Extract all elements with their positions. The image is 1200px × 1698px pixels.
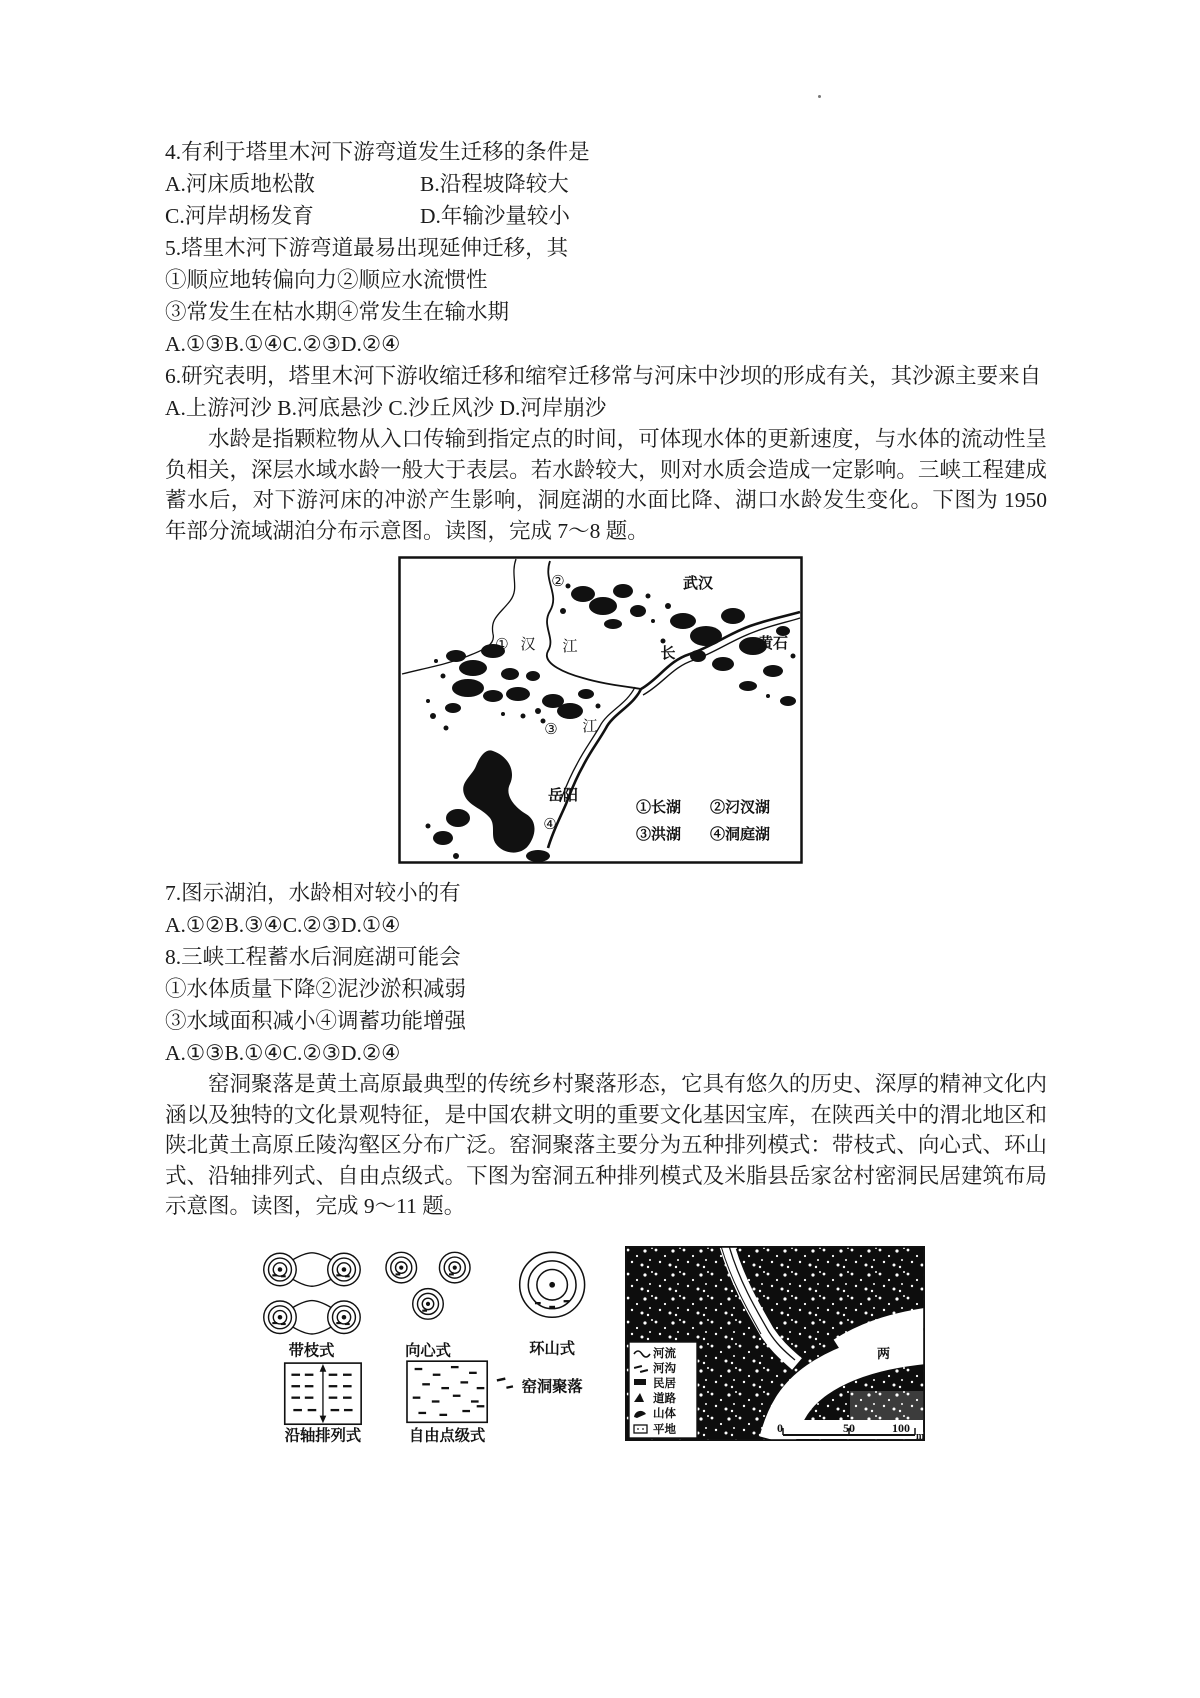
legend-flatland-label: 平地 [653,1423,676,1436]
question-8-statements-1: ①水体质量下降②泥沙淤积减弱 [165,977,467,1001]
scale-100: 100 [892,1420,910,1435]
scale-unit: m [916,1430,925,1441]
question-4-options-row-2 [165,200,1047,232]
map-label-huangshi: 黄石 [757,636,789,652]
question-5-options: A.①③B.①④C.②③D.②④ [165,332,401,356]
question-6-options: A.上游河沙 B.河底悬沙 C.沙丘风沙 D.河岸崩沙 [165,396,607,420]
map-band-label: 两 [877,1345,891,1361]
question-7-options: A.①②B.③④C.②③D.①④ [165,913,401,937]
map-label-circle3: ③ [544,722,558,738]
question-4-option-b: B.沿程坡降较大 [420,172,569,196]
legend-lake-4: ④洞庭湖 [710,827,771,843]
cave-settlement-figure [237,1238,1047,1450]
pattern-yanzhou [285,1363,361,1424]
map-label-yueyang: 岳阳 [547,788,579,804]
question-6-stem: 6.研究表明，塔里木河下游收缩迁移和缩窄迁移常与河床中沙坝的形成有关，其沙源主要来自 [165,364,1042,388]
exam-page [165,136,1047,1450]
arrangement-patterns-diagram [237,1238,619,1450]
legend-road-label: 道路 [653,1392,676,1405]
pattern-label-yanzhou: 沿轴排列式 [284,1426,362,1444]
map-label-circle4: ④ [543,817,557,833]
pattern-legend-label: 窑洞聚落 [521,1378,583,1396]
lake-distribution-figure [398,556,1047,869]
question-8-options: A.①③B.①④C.②③D.②④ [165,1041,401,1065]
map-label-circle1: ① [495,637,509,653]
question-4-option-a: A.河床质地松散 [165,172,315,196]
map-label-circle2: ② [551,574,565,590]
question-8-statements-2: ③水域面积减小④调蓄功能增强 [165,1009,467,1033]
question-4-options-row-1 [165,168,1047,200]
pattern-label-xiangxin: 向心式 [405,1341,451,1359]
legend-lake-3: ③洪湖 [636,827,682,843]
map-label-hanjiang-jiang: 江 [562,639,578,655]
pattern-label-daizhi: 带枝式 [288,1341,335,1359]
question-5-stem: 5.塔里木河下游弯道最易出现延伸迁移，其 [165,236,569,260]
village-map-legend [629,1342,697,1438]
question-7-stem: 7.图示湖泊，水龄相对较小的有 [165,881,461,905]
legend-dwelling-label: 民居 [653,1377,676,1390]
pattern-label-ziyou: 自由点级式 [408,1426,486,1444]
legend-lake-1: ①长湖 [636,800,682,816]
question-8-stem: 8.三峡工程蓄水后洞庭湖可能会 [165,945,461,969]
question-5-statements-2: ③常发生在枯水期④常发生在输水期 [165,300,510,324]
pattern-daizhi [264,1252,360,1333]
scale-bar [775,1420,925,1441]
pattern-label-huanshan: 环山式 [529,1340,576,1358]
question-5-statements-1: ①顺应地转偏向力②顺应水流惯性 [165,268,488,292]
map-label-chang: 长 [660,646,676,662]
map-label-han: 汉 [520,637,536,653]
pattern-legend [497,1377,584,1395]
pattern-ziyou [407,1361,487,1422]
passage-cave-settlement: 窑洞聚落是黄土高原最典型的传统乡村聚落形态，它具有悠久的历史、深厚的精神文化内涵以及独特的文化景观特征，是中国农耕文明的重要文化基因宝库，在陕西关中的渭北地区和陕北黄土高原丘陵沟壑区分布广泛。窑洞聚落主要分为五种排列模式：带枝式、向心式、环山式、沿轴排列式、自由点级式。下图为窑洞五种排列模式及米脂县岳家岔村密洞民居建筑布局示意图。读图，完成 9～11 题。 [165,1072,1047,1218]
pattern-daizhi-dots [272,1267,349,1325]
map-label-wuhan: 武汉 [682,576,714,592]
question-4-option-c: C.河岸胡杨发育 [165,204,314,228]
legend-gully-label: 河沟 [653,1362,676,1375]
question-4-stem: 4.有利于塔里木河下游弯道发生迁移的条件是 [165,140,590,164]
legend-river-label: 河流 [653,1347,676,1360]
map-label-changjiang-jiang: 江 [582,719,598,735]
pattern-xiangxin [386,1252,470,1319]
legend-lake-2: ②汈汊湖 [710,800,771,816]
lake-distribution-map [398,556,803,864]
legend-mountain-label: 山体 [653,1407,676,1420]
scale-0: 0 [777,1420,783,1435]
scale-50: 50 [843,1420,855,1435]
legend-dwelling-symbol [634,1379,646,1385]
village-layout-map [625,1246,925,1441]
passage-water-age: 水龄是指颗粒物从入口传输到指定点的时间，可体现水体的更新速度，与水体的流动性呈负相关，深层水域水龄一般大于表层。若水龄较大，则对水质会造成一定影响。三峡工程建成蓄水后，对下游河床的冲淤产生影响，洞庭湖的水面比降、湖口水龄发生变化。下图为 1950 年部分流域湖泊分布示意图。读图，完成 7～8 题。 [165,427,1047,543]
page-speck-artifact [818,95,821,98]
question-4-option-d: D.年输沙量较小 [420,204,570,228]
